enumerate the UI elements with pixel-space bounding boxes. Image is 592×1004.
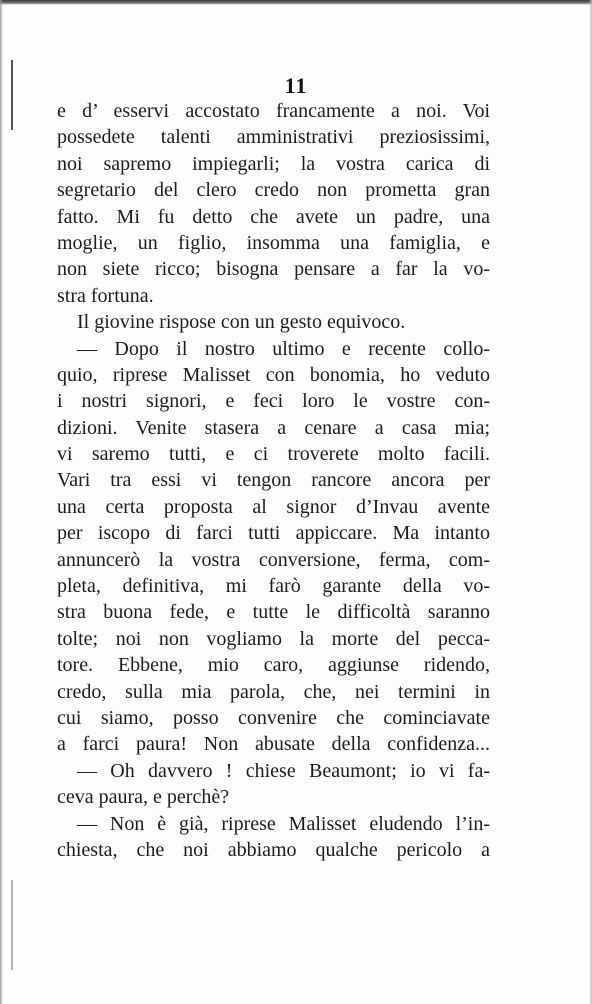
text-line: segretario del clero credo non prometta gran — [57, 179, 490, 202]
page-top-edge — [0, 0, 592, 5]
text-line: tolte; noi non vogliamo la morte del pecca- — [57, 627, 490, 650]
text-line: — Oh davvero ! chiese Beaumont; io vi fa- — [77, 759, 490, 782]
text-line: stra buona fede, e tutte le difficoltà saranno — [57, 601, 490, 624]
margin-mark — [11, 880, 13, 970]
text-line: quio, riprese Malisset con bonomia, ho veduto — [57, 363, 490, 386]
text-line: tore. Ebbene, mio caro, aggiunse ridendo, — [57, 654, 490, 677]
text-line: a farci paura! Non abusate della confidenza... — [57, 733, 490, 756]
text-line: dizioni. Venite stasera a cenare a casa mia; — [57, 416, 490, 439]
text-line: noi sapremo impiegarli; la vostra carica di — [57, 152, 490, 175]
text-line: credo, sulla mia parola, che, nei termini in — [57, 680, 490, 703]
text-line: vi saremo tutti, e ci troverete molto facili. — [57, 443, 490, 466]
text-line: non siete ricco; bisogna pensare a far la vo- — [57, 258, 490, 281]
text-line: fatto. Mi fu detto che avete un padre, una — [57, 205, 490, 228]
page-left-edge — [0, 0, 3, 1004]
text-line: annuncerò la vostra conversione, ferma, com- — [57, 548, 490, 571]
text-line: Il giovine rispose con un gesto equivoco. — [77, 311, 406, 334]
text-line: Vari tra essi vi tengon rancore ancora per — [57, 469, 490, 492]
text-line: — Non è già, riprese Malisset eludendo l’in- — [77, 812, 490, 835]
text-line: moglie, un figlio, insomma una famiglia, e — [57, 231, 490, 254]
text-line: possedete talenti amministrativi preziosissimi, — [57, 126, 490, 149]
text-line: i nostri signori, e feci loro le vostre con- — [57, 390, 490, 413]
text-line: ceva paura, e perchè? — [57, 786, 230, 809]
text-line: chiesta, che noi abbiamo qualche pericolo a — [57, 838, 490, 861]
text-line: — Dopo il nostro ultimo e recente collo- — [77, 337, 490, 360]
text-line: per iscopo di farci tutti appiccare. Ma intanto — [57, 522, 490, 545]
text-line: stra fortuna. — [57, 284, 154, 307]
text-line: una certa proposta al signor d’Invau avente — [57, 495, 490, 518]
body-text — [57, 98, 490, 863]
text-line: cui siamo, posso convenire che cominciavate — [57, 706, 490, 729]
text-line: e d’ esservi accostato francamente a noi. Voi — [57, 100, 490, 122]
page-number: 11 — [284, 73, 308, 98]
text-line: pleta, definitiva, mi farò garante della vo- — [57, 575, 490, 598]
